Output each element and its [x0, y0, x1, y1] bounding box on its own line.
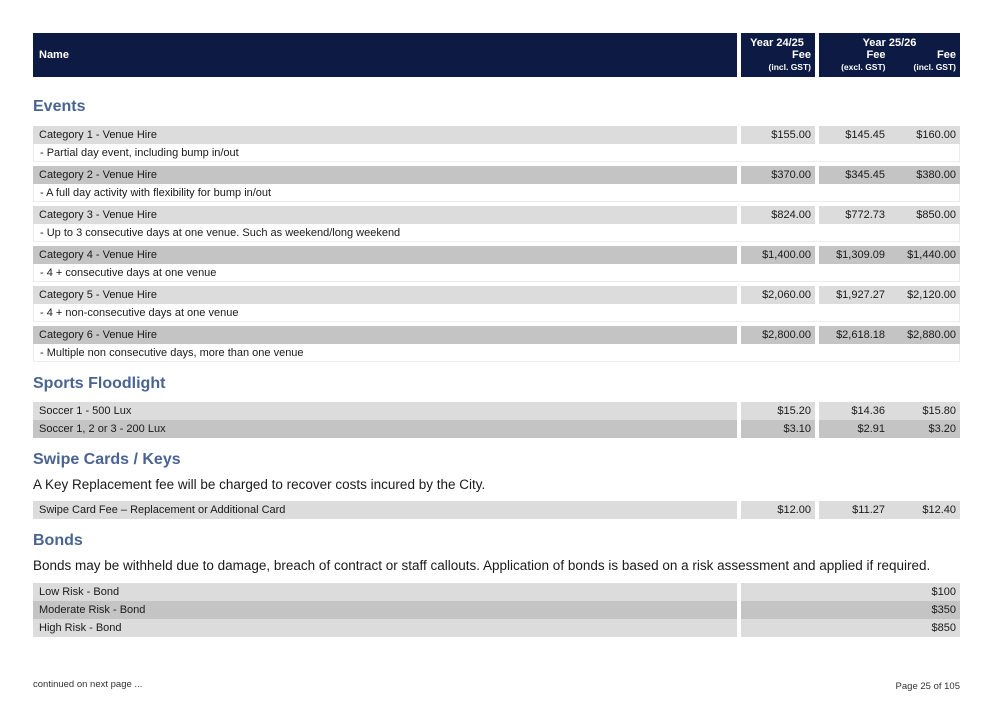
row-description: - 4 + consecutive days at one venue	[33, 264, 960, 282]
row-fee-incl: $15.80	[889, 402, 960, 420]
row-fee-24-25: $2,060.00	[741, 286, 815, 304]
header-year-24-25	[741, 33, 815, 77]
row-fee-excl: $2,618.18	[819, 326, 889, 344]
row-fee-excl: $1,309.09	[819, 246, 889, 264]
row-fee-incl: $12.40	[889, 501, 960, 519]
row-fee-incl: $3.20	[889, 420, 960, 438]
row-bond-value: $350	[741, 601, 960, 619]
header-year2-sub-excl: (excl. GST)	[841, 62, 886, 72]
row-fee-incl: $1,440.00	[889, 246, 960, 264]
section-title-floodlight: Sports Floodlight	[33, 375, 166, 392]
table-row	[33, 126, 960, 144]
swipe-intro-text: A Key Replacement fee will be charged to recover costs incured by the City.	[33, 477, 486, 492]
row-name: Soccer 1 - 500 Lux	[33, 402, 737, 420]
row-fee-incl: $160.00	[889, 126, 960, 144]
table-header	[33, 33, 960, 77]
table-row	[33, 402, 960, 420]
events-table	[33, 126, 960, 362]
header-year2-fee-incl: Fee	[937, 49, 956, 61]
table-row	[33, 326, 960, 344]
row-fee-24-25: $3.10	[741, 420, 815, 438]
row-fee-24-25: $12.00	[741, 501, 815, 519]
row-fee-excl: $345.45	[819, 166, 889, 184]
section-title-events: Events	[33, 98, 86, 115]
header-year1-sub: (incl. GST)	[768, 62, 811, 72]
row-name: Moderate Risk - Bond	[33, 601, 737, 619]
row-fee-incl: $2,880.00	[889, 326, 960, 344]
section-title-swipe-cards: Swipe Cards / Keys	[33, 451, 181, 468]
bonds-intro-text: Bonds may be withheld due to damage, breach of contract or staff callouts. Application of bonds is based on a risk assessment and applied if required.	[33, 558, 931, 573]
row-fee-excl: $145.45	[819, 126, 889, 144]
row-bond-value: $100	[741, 583, 960, 601]
fee-schedule-page	[33, 33, 960, 634]
row-fee-incl: $2,120.00	[889, 286, 960, 304]
row-description: - Multiple non consecutive days, more than one venue	[33, 344, 960, 362]
table-row	[33, 501, 960, 519]
row-fee-24-25: $1,400.00	[741, 246, 815, 264]
row-name: Low Risk - Bond	[33, 583, 737, 601]
row-name: Category 1 - Venue Hire	[33, 126, 737, 144]
floodlight-table	[33, 402, 960, 438]
row-fee-24-25: $155.00	[741, 126, 815, 144]
row-fee-excl: $14.36	[819, 402, 889, 420]
table-row	[33, 246, 960, 264]
header-year1-label: Year 24/25	[750, 37, 804, 49]
row-description: - Up to 3 consecutive days at one venue. Such as weekend/long weekend	[33, 224, 960, 242]
row-fee-excl: $11.27	[819, 501, 889, 519]
table-row	[33, 619, 960, 637]
row-name: Category 6 - Venue Hire	[33, 326, 737, 344]
row-fee-24-25: $2,800.00	[741, 326, 815, 344]
table-row	[33, 420, 960, 438]
header-year2-fee-excl: Fee	[866, 49, 886, 61]
header-year2-sub-incl: (incl. GST)	[913, 62, 956, 72]
row-name: Swipe Card Fee – Replacement or Additional Card	[33, 501, 737, 519]
table-row	[33, 286, 960, 304]
row-name: Category 4 - Venue Hire	[33, 246, 737, 264]
page-number: Page 25 of 105	[895, 681, 960, 692]
table-row	[33, 583, 960, 601]
swipe-table	[33, 501, 960, 519]
row-fee-incl: $380.00	[889, 166, 960, 184]
row-name: Category 5 - Venue Hire	[33, 286, 737, 304]
row-bond-value: $850	[741, 619, 960, 637]
header-name: Name	[33, 33, 737, 77]
table-row	[33, 206, 960, 224]
row-name: Category 3 - Venue Hire	[33, 206, 737, 224]
table-row	[33, 166, 960, 184]
row-fee-incl: $850.00	[889, 206, 960, 224]
row-fee-24-25: $15.20	[741, 402, 815, 420]
continued-note: continued on next page ...	[33, 679, 143, 690]
header-year-25-26	[819, 33, 960, 77]
row-description: - A full day activity with flexibility for bump in/out	[33, 184, 960, 202]
row-description: - Partial day event, including bump in/out	[33, 144, 960, 162]
row-name: High Risk - Bond	[33, 619, 737, 637]
row-fee-excl: $772.73	[819, 206, 889, 224]
row-description: - 4 + non-consecutive days at one venue	[33, 304, 960, 322]
row-name: Category 2 - Venue Hire	[33, 166, 737, 184]
bonds-table	[33, 583, 960, 637]
row-name: Soccer 1, 2 or 3 - 200 Lux	[33, 420, 737, 438]
row-fee-excl: $1,927.27	[819, 286, 889, 304]
row-fee-excl: $2.91	[819, 420, 889, 438]
table-row	[33, 601, 960, 619]
row-fee-24-25: $824.00	[741, 206, 815, 224]
header-year1-fee: Fee	[792, 49, 811, 61]
header-year2-label: Year 25/26	[862, 37, 917, 49]
section-title-bonds: Bonds	[33, 532, 83, 549]
row-fee-24-25: $370.00	[741, 166, 815, 184]
